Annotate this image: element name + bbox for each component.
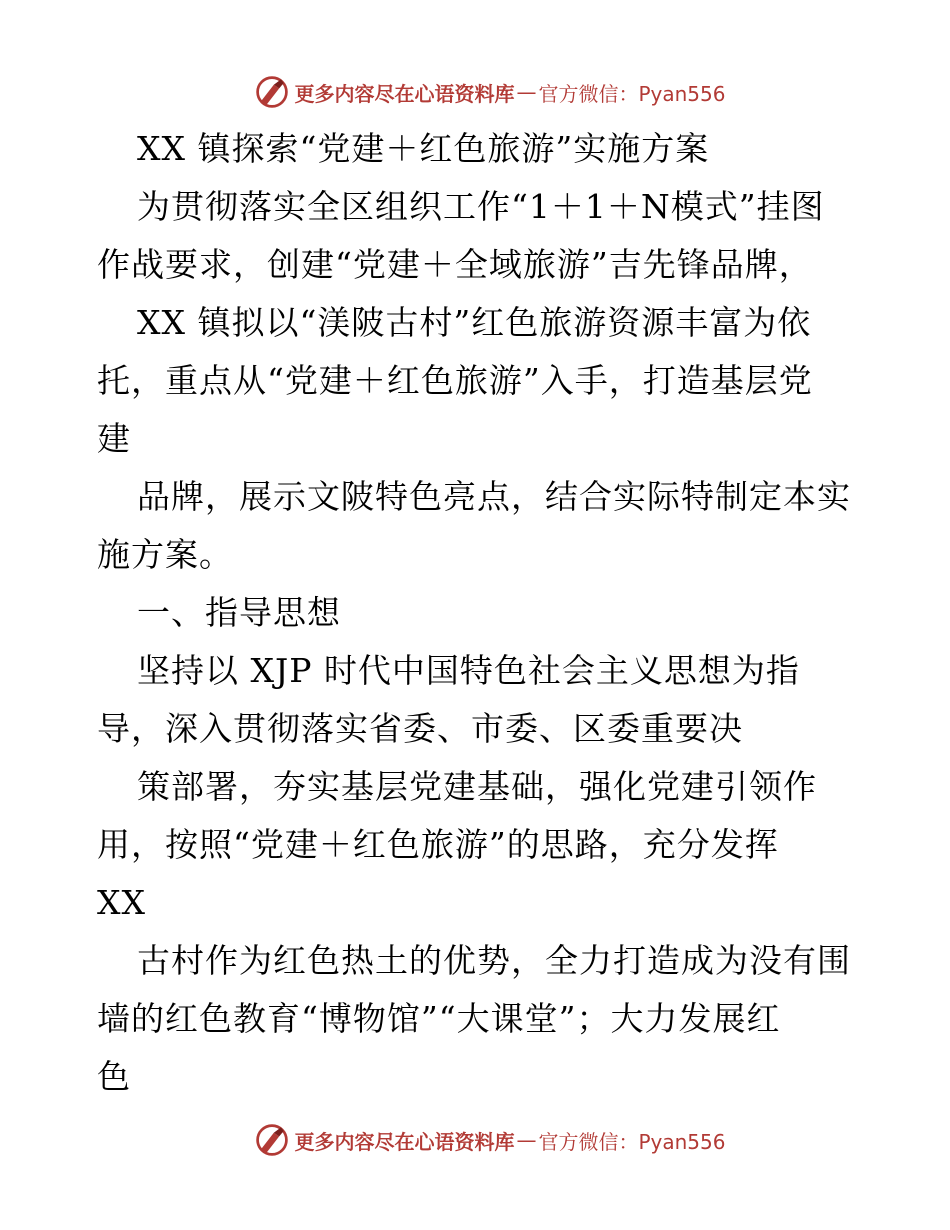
banner-title: 更多内容尽在心语资料库 (294, 81, 515, 106)
paragraph-line: 建 (97, 419, 131, 458)
paragraph-line: 为贯彻落实全区组织工作“1＋1＋N模式”挂图 (137, 187, 825, 226)
paragraph-line: 古村作为红色热土的优势，全力打造成为没有围 (137, 941, 851, 980)
paragraph-line: 品牌，展示文陂特色亮点，结合实际特制定本实 (137, 477, 851, 516)
paragraph-line: 策部署，夯实基层党建基础，强化党建引领作 (137, 767, 817, 806)
paragraph-line: XX (97, 883, 146, 922)
pen-logo-icon (254, 1122, 290, 1158)
banner-dash: — (516, 1128, 537, 1152)
banner-dash: — (516, 80, 537, 104)
banner-contact: 官方微信：Pyan556 (538, 1129, 726, 1154)
section-heading: 一、指导思想 (137, 593, 341, 632)
banner-contact: 官方微信：Pyan556 (538, 81, 726, 106)
document-body (97, 120, 867, 1106)
paragraph-line: 坚持以 XJP 时代中国特色社会主义思想为指 (137, 651, 800, 690)
footer-banner (0, 1120, 950, 1160)
paragraph-line: 导，深入贯彻落实省委、市委、区委重要决 (97, 709, 743, 748)
paragraph-line: XX 镇拟以“渼陂古村”红色旅游资源丰富为依 (137, 303, 812, 342)
header-banner (0, 72, 950, 112)
paragraph-line: 作战要求，创建“党建＋全域旅游”吉先锋品牌， (97, 245, 813, 284)
document-title: XX 镇探索“党建＋红色旅游”实施方案 (137, 129, 710, 168)
paragraph-line: 托，重点从“党建＋红色旅游”入手，打造基层党 (97, 361, 813, 400)
paragraph-line: 用，按照“党建＋红色旅游”的思路，充分发挥 (97, 825, 779, 864)
paragraph-line: 施方案。 (97, 535, 233, 574)
paragraph-line: 色 (97, 1057, 131, 1096)
pen-logo-icon (254, 74, 290, 110)
banner-title: 更多内容尽在心语资料库 (294, 1129, 515, 1154)
paragraph-line: 墙的红色教育“博物馆”“大课堂”；大力发展红 (97, 999, 781, 1038)
